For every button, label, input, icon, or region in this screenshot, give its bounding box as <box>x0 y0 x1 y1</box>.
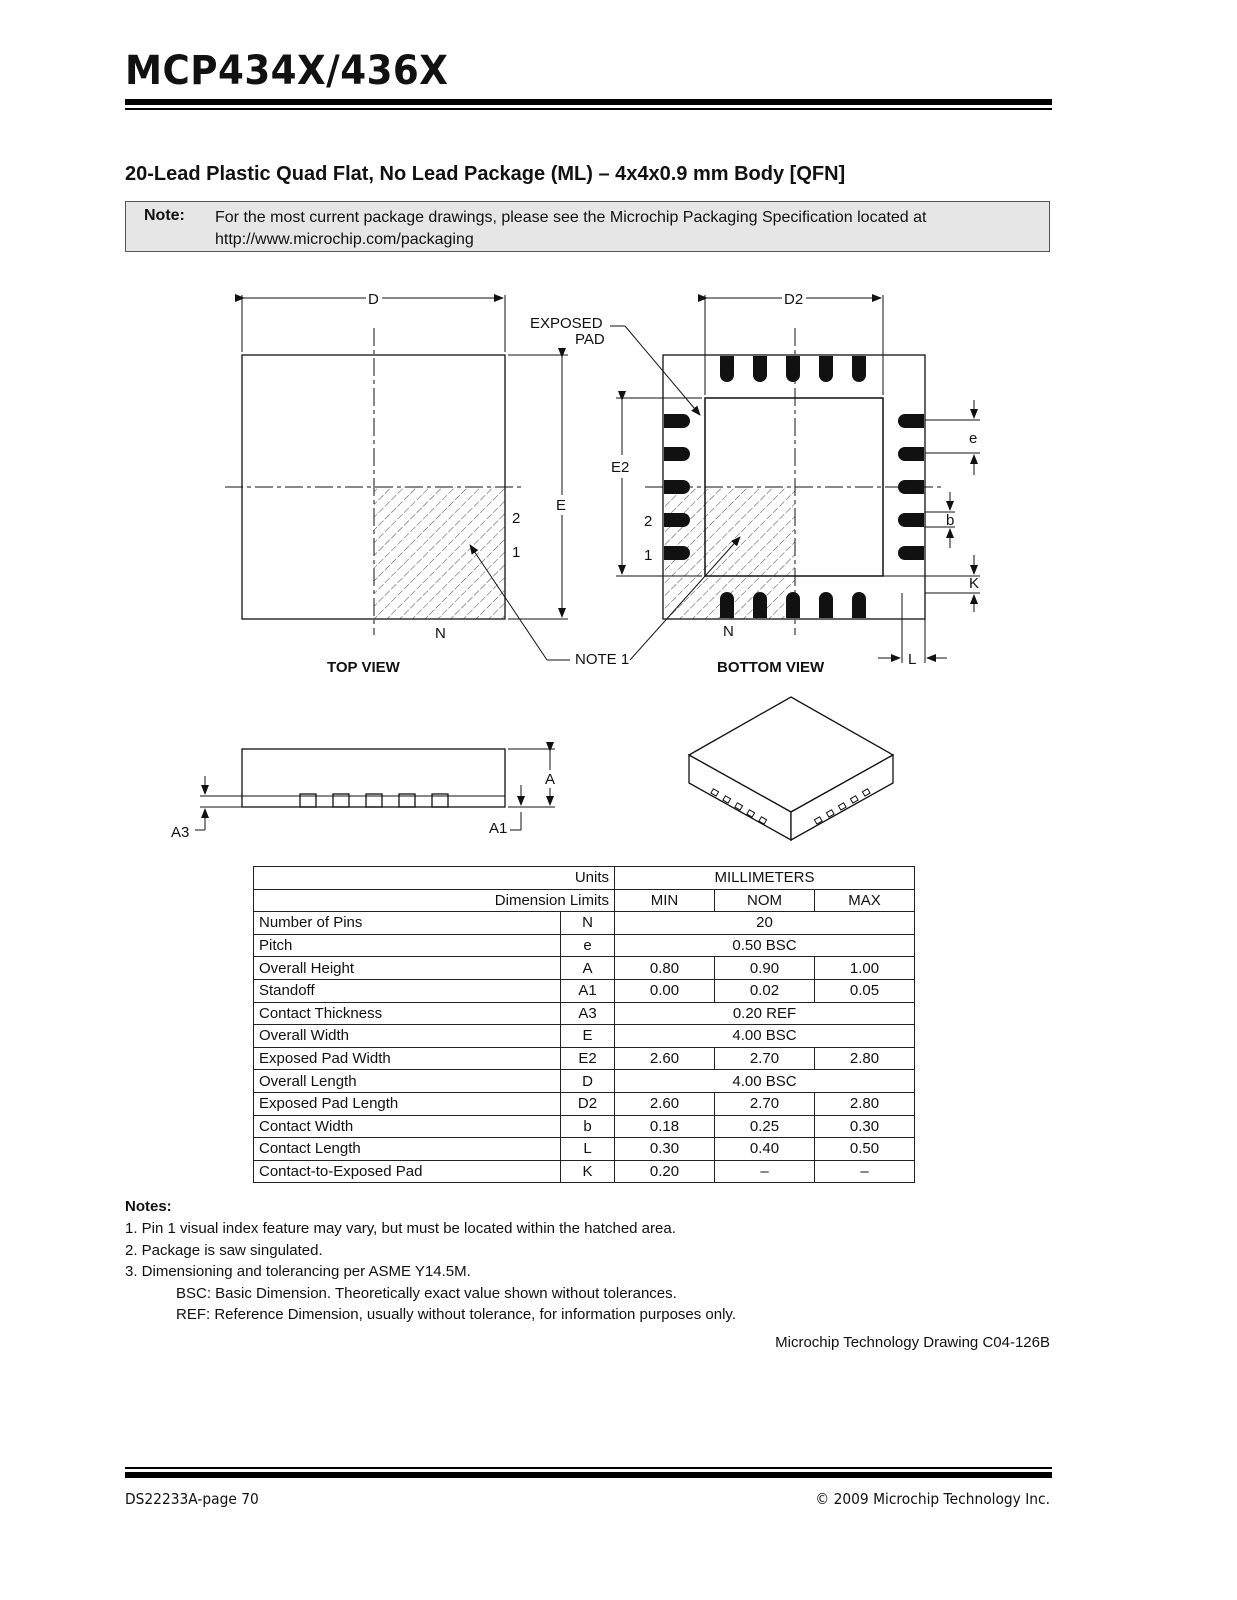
label-pin2-top: 2 <box>512 510 521 527</box>
units-value: MILLIMETERS <box>615 867 915 890</box>
notes-heading: Notes: <box>125 1198 172 1215</box>
table-row <box>254 1070 915 1093</box>
dimension-symbol: A <box>561 957 615 980</box>
note-sub-item: REF: Reference Dimension, usually without tolerance, for information purposes only. <box>176 1306 736 1323</box>
dimension-name: Pitch <box>254 934 561 957</box>
dimension-min: 0.00 <box>615 979 715 1002</box>
dimension-value: 20 <box>615 912 915 935</box>
dimension-name: Contact-to-Exposed Pad <box>254 1160 561 1183</box>
dimension-symbol: D2 <box>561 1092 615 1115</box>
col-nom: NOM <box>715 889 815 912</box>
dimension-min: 0.18 <box>615 1115 715 1138</box>
contact-bottom <box>753 592 767 618</box>
table-row <box>254 934 915 957</box>
dimension-symbol: L <box>561 1138 615 1161</box>
label-K: K <box>969 575 980 592</box>
note-label: Note: <box>144 207 185 224</box>
contact-bottom <box>720 592 734 618</box>
dimension-symbol: K <box>561 1160 615 1183</box>
table-row <box>254 1047 915 1070</box>
note1-label: NOTE 1 <box>575 651 630 668</box>
label-exposed: EXPOSED <box>530 315 603 332</box>
top-view <box>225 295 570 660</box>
label-A1: A1 <box>489 820 508 837</box>
dimension-max: – <box>815 1160 915 1183</box>
top-hatched-area <box>374 487 505 619</box>
units-label: Units <box>254 867 615 890</box>
footer-rule <box>125 1472 1052 1478</box>
table-row <box>254 1002 915 1025</box>
dimension-nom: 0.25 <box>715 1115 815 1138</box>
label-D2: D2 <box>784 291 804 308</box>
dimension-name: Overall Height <box>254 957 561 980</box>
dimension-max: 2.80 <box>815 1092 915 1115</box>
col-max: MAX <box>815 889 915 912</box>
dimension-nom: 2.70 <box>715 1092 815 1115</box>
note-sub-item: BSC: Basic Dimension. Theoretically exact value shown without tolerances. <box>176 1285 677 1302</box>
label-pin1-bottom: 1 <box>644 547 653 564</box>
footer-copyright: © 2009 Microchip Technology Inc. <box>815 1490 1050 1508</box>
label-E: E <box>556 497 567 514</box>
dimension-nom: 2.70 <box>715 1047 815 1070</box>
dimension-name: Contact Length <box>254 1138 561 1161</box>
table-row <box>254 979 915 1002</box>
dimension-symbol: E2 <box>561 1047 615 1070</box>
drawing-reference: Microchip Technology Drawing C04-126B <box>775 1334 1050 1351</box>
contact-top <box>753 356 767 382</box>
contact-top <box>786 356 800 382</box>
dimension-min: 0.20 <box>615 1160 715 1183</box>
limits-label: Dimension Limits <box>254 889 615 912</box>
label-e: e <box>969 430 978 447</box>
bottom-view-caption: BOTTOM VIEW <box>717 659 825 676</box>
dimension-value: 4.00 BSC <box>615 1070 915 1093</box>
dimension-symbol: A1 <box>561 979 615 1002</box>
contact-bottom <box>852 592 866 618</box>
page-title: MCP434X/436X <box>125 48 449 94</box>
footer-page-number: DS22233A-page 70 <box>125 1490 259 1508</box>
contact-right <box>898 447 924 461</box>
contact-left <box>664 447 690 461</box>
table-row <box>254 912 915 935</box>
col-min: MIN <box>615 889 715 912</box>
contact-right <box>898 480 924 494</box>
label-N-top: N <box>435 625 446 642</box>
label-pin2-bottom: 2 <box>644 513 653 530</box>
table-row <box>254 1115 915 1138</box>
dimension-symbol: D <box>561 1070 615 1093</box>
contact-left <box>664 546 690 560</box>
contact-right <box>898 546 924 560</box>
contact-left <box>664 513 690 527</box>
dimension-name: Exposed Pad Width <box>254 1047 561 1070</box>
dimension-max: 0.30 <box>815 1115 915 1138</box>
label-L: L <box>908 651 917 668</box>
side-view <box>195 749 555 830</box>
dimension-value: 4.00 BSC <box>615 1025 915 1048</box>
dimension-name: Overall Length <box>254 1070 561 1093</box>
dimension-min: 0.80 <box>615 957 715 980</box>
label-pin1-top: 1 <box>512 544 521 561</box>
dimension-symbol: e <box>561 934 615 957</box>
contact-top <box>819 356 833 382</box>
side-body-outline <box>242 749 505 807</box>
contact-bottom <box>786 592 800 618</box>
dimension-max: 2.80 <box>815 1047 915 1070</box>
dimension-max: 0.50 <box>815 1138 915 1161</box>
note-text: For the most current package drawings, please see the Microchip Packaging Specification located at http://www.microchip.com/packaging <box>215 209 927 248</box>
dimension-symbol: A3 <box>561 1002 615 1025</box>
contact-right <box>898 513 924 527</box>
label-A3: A3 <box>171 824 190 841</box>
note-item: 2. Package is saw singulated. <box>125 1242 323 1259</box>
section-heading: 20-Lead Plastic Quad Flat, No Lead Package (ML) – 4x4x0.9 mm Body [QFN] <box>125 163 846 185</box>
isometric-view <box>689 697 893 840</box>
label-pad: PAD <box>575 331 605 348</box>
dimension-name: Contact Width <box>254 1115 561 1138</box>
dimension-max: 0.05 <box>815 979 915 1002</box>
table-row <box>254 1138 915 1161</box>
contact-top <box>852 356 866 382</box>
dimension-min: 0.30 <box>615 1138 715 1161</box>
label-E2: E2 <box>611 459 630 476</box>
label-N-bottom: N <box>723 623 734 640</box>
contact-top <box>720 356 734 382</box>
table-row <box>254 1025 915 1048</box>
table-row <box>254 889 915 912</box>
dimension-name: Overall Width <box>254 1025 561 1048</box>
note-item: 1. Pin 1 visual index feature may vary, but must be located within the hatched area. <box>125 1220 676 1237</box>
note-item: 3. Dimensioning and tolerancing per ASME Y14.5M. <box>125 1263 471 1280</box>
dimension-symbol: E <box>561 1025 615 1048</box>
dimension-nom: 0.02 <box>715 979 815 1002</box>
contact-right <box>898 414 924 428</box>
contact-left <box>664 414 690 428</box>
dimension-name: Number of Pins <box>254 912 561 935</box>
dimension-min: 2.60 <box>615 1092 715 1115</box>
dimension-max: 1.00 <box>815 957 915 980</box>
dimension-nom: 0.90 <box>715 957 815 980</box>
dimension-value: 0.20 REF <box>615 1002 915 1025</box>
dimension-name: Contact Thickness <box>254 1002 561 1025</box>
dimension-symbol: N <box>561 912 615 935</box>
dimension-table <box>253 866 915 1183</box>
dimension-name: Standoff <box>254 979 561 1002</box>
label-A: A <box>545 771 556 788</box>
contact-left <box>664 480 690 494</box>
dimension-nom: 0.40 <box>715 1138 815 1161</box>
table-row <box>254 957 915 980</box>
top-view-caption: TOP VIEW <box>327 659 400 676</box>
footer-rule-thin <box>125 1467 1052 1469</box>
table-row <box>254 1160 915 1183</box>
dimension-name: Exposed Pad Length <box>254 1092 561 1115</box>
table-row <box>254 1092 915 1115</box>
label-D: D <box>368 291 379 308</box>
table-row <box>254 867 915 890</box>
dimension-symbol: b <box>561 1115 615 1138</box>
dimension-nom: – <box>715 1160 815 1183</box>
label-b: b <box>946 512 955 529</box>
contact-bottom <box>819 592 833 618</box>
dimension-min: 2.60 <box>615 1047 715 1070</box>
dimension-value: 0.50 BSC <box>615 934 915 957</box>
